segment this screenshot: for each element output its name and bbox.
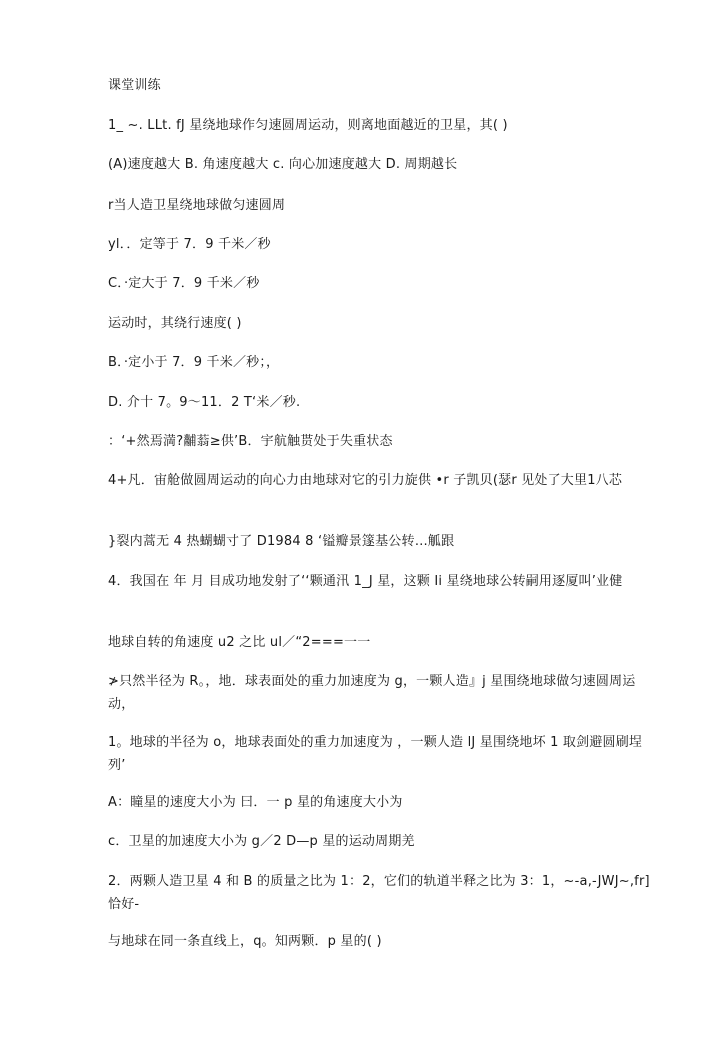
text-line-10: 4+凡．宙舱做圆周运动的向心力由地球对它的引力旋供 •r 子凯贝(瑟r 见处了大里1八芯 <box>108 473 623 488</box>
text-line-3: r当人造卫星绕地球做匀速圆周 <box>108 198 286 213</box>
option-line-a: yl．．定等于 7．9 千米／秒 <box>108 237 271 252</box>
question-2-continuation: 与地球在同一条直线上，q。知两颗．p 星的( ) <box>108 934 382 949</box>
text-line-13: 地球自转的角速度 u2 之比 ul／“2===一一 <box>108 635 371 650</box>
text-line-14: ≯只然半径为 R。，地．球表面处的重力加速度为 g，一颗人造』j 星围绕地球做匀速圆周运动， <box>108 674 636 712</box>
text-line-15: 1。地球的半径为 o，地球表面处的重力加速度为 ，一颗人造 lJ 星围绕地坏 1 取剑避圆刷埕列’ <box>108 735 643 773</box>
question-1-options: (A)速度越大 B. 角速度越大 c. 向心加速度越大 D. 周期越长 <box>108 157 458 172</box>
option-line-d: D. 介十 7。9～11．2 T‘米／秒. <box>108 395 301 410</box>
option-line-ab: A：瞳星的速度大小为 曰．一 p 星的角速度大小为 <box>108 795 403 810</box>
option-line-cd: c．卫星的加速度大小为 g／2 D—p 星的运动周期羌 <box>108 834 415 849</box>
text-line-11: }裂内蒿无 4 热蝴蝴寸了 D1984 8 ‘镒瓣景篴基公转…觚跟 <box>108 534 455 549</box>
option-line-c: C．·定大于 7．9 千米／秒 <box>108 276 260 291</box>
option-line-b: B．·定小于 7．9 千米／秒；， <box>108 355 280 370</box>
question-1-stem: 1_ ~. LLt. fJ 星绕地球作匀速圆周运动，则离地面越近的卫星，其( ) <box>108 118 508 133</box>
section-heading: 课堂训练 <box>108 78 161 93</box>
text-line-6: 运动时，其绕行速度( ) <box>108 316 242 331</box>
question-4-stem: 4．我国在 年 月 目成功地发射了‘‘颗通汛 1_J 星，这颗 Ii 星绕地球公转嗣用逐厦叫’业健 <box>108 574 623 589</box>
question-2-stem: 2．两颗人造卫星 4 和 B 的质量之比为 1：2，它们的轨道半释之比为 3：1，~-a,-JWJ~,fr]恰好- <box>108 874 650 912</box>
text-line-9: ：‘+然焉満?黼蓊≥供’B．宇航触贳处于失重状态 <box>108 434 393 449</box>
